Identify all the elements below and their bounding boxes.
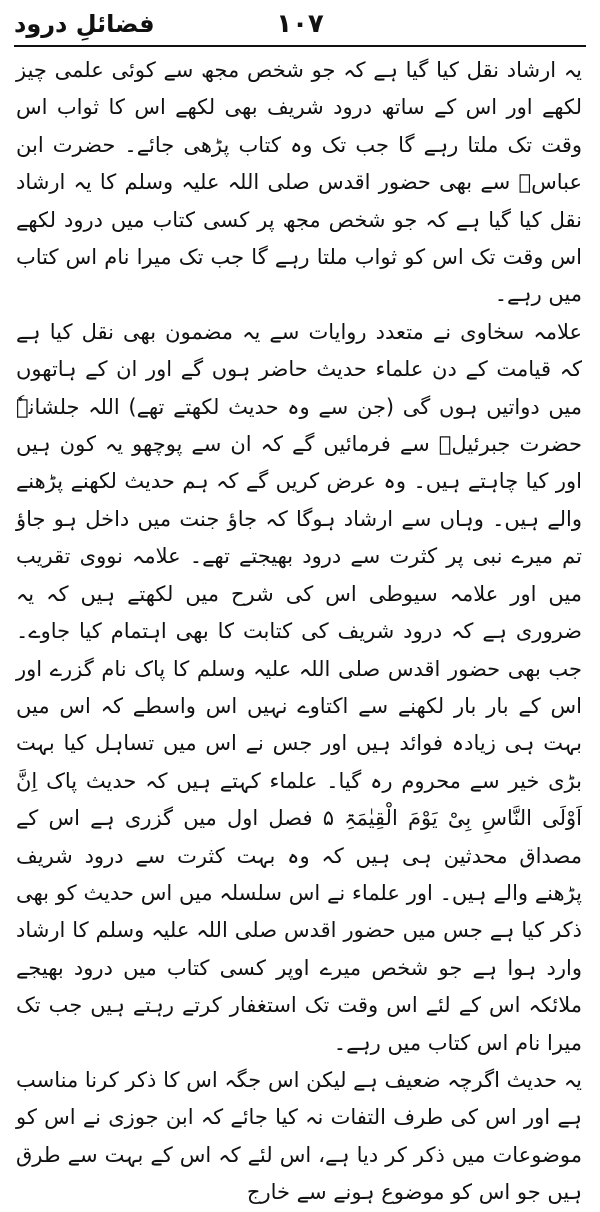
page-body (16, 52, 582, 1205)
book-title: فضائلِ درود (14, 10, 155, 38)
page-header (14, 4, 586, 44)
paragraph-2: علامہ سخاوی نے متعدد روایات سے یہ مضمون بھی نقل کیا ہے کہ قیامت کے دن علماء حدیث حاضر ہوں گے اور ان کے ہاتھوں میں دواتیں ہوں گی (جن سے وہ حدیث لکھتے تھے) اللہ جلشانہٗ حضرت جبرئیلؑ سے فرمائیں گے کہ ان سے پوچھو یہ کون ہیں اور کیا چاہتے ہیں۔ وہ عرض کریں گے کہ ہم حدیث لکھنے پڑھنے والے ہیں۔ وہاں سے ارشاد ہوگا کہ جاؤ جنت میں داخل ہو جاؤ تم میرے نبی پر کثرت سے درود بھیجتے تھے۔ علامہ نووی تقریب میں اور علامہ سیوطی اس کی شرح میں لکھتے ہیں کہ یہ ضروری ہے کہ درود شریف کی کتابت کا بھی اہتمام کیا جاوے۔ جب بھی حضور اقدس صلی اللہ علیہ وسلم کا پاک نام گزرے اور اس کے بار بار لکھنے سے اکتاوے نہیں اس واسطے کہ اس میں بہت ہی زیادہ فوائد ہیں اور جس نے اس میں تساہل کیا بہت بڑی خیر سے محروم رہ گیا۔ علماء کہتے ہیں کہ حدیث پاک اِنَّ اَوْلَی النَّاسِ بِیْ یَوْمَ الْقِیٰمَۃِ ۵ فصل اول میں گزری ہے اس کے مصداق محدثین ہی ہیں کہ وہ بہت کثرت سے درود شریف پڑھنے والے ہیں۔ اور علماء نے اس سلسلہ میں اس حدیث کو بھی ذکر کیا ہے جس میں حضور اقدس صلی اللہ علیہ وسلم کا ارشاد وارد ہوا ہے جو شخص میرے اوپر کسی کتاب میں درود بھیجے ملائکہ اس کے لئے اس وقت تک استغفار کرتے رہتے ہیں جب تک میرا نام اس کتاب میں رہے۔ (16, 319, 582, 1055)
header-divider (14, 45, 586, 47)
page-number: ۱۰۷ (276, 9, 324, 39)
paragraph-1: یہ ارشاد نقل کیا گیا ہے کہ جو شخص مجھ سے کوئی علمی چیز لکھے اور اس کے ساتھ درود شریف بھی لکھے اس کا ثواب اس وقت تک ملتا رہے گا جب تک وہ کتاب پڑھی جائے۔ حضرت ابن عباسؓ سے بھی حضور اقدس صلی اللہ علیہ وسلم کا یہ ارشاد نقل کیا گیا ہے کہ جو شخص مجھ پر کسی کتاب میں درود لکھے اس وقت تک اس کو ثواب ملتا رہے گا جب تک میرا نام اس کتاب میں رہے۔ (16, 58, 582, 307)
paragraph-3: یہ حدیث اگرچہ ضعیف ہے لیکن اس جگہ اس کا ذکر کرنا مناسب ہے اور اس کی طرف التفات نہ کیا جائے کہ ابن جوزی نے اس کو موضوعات میں ذکر کر دیا ہے، اس لئے کہ اس کے بہت سے طرق ہیں جو اس کو موضوع ہونے سے خارج (16, 1067, 582, 1205)
